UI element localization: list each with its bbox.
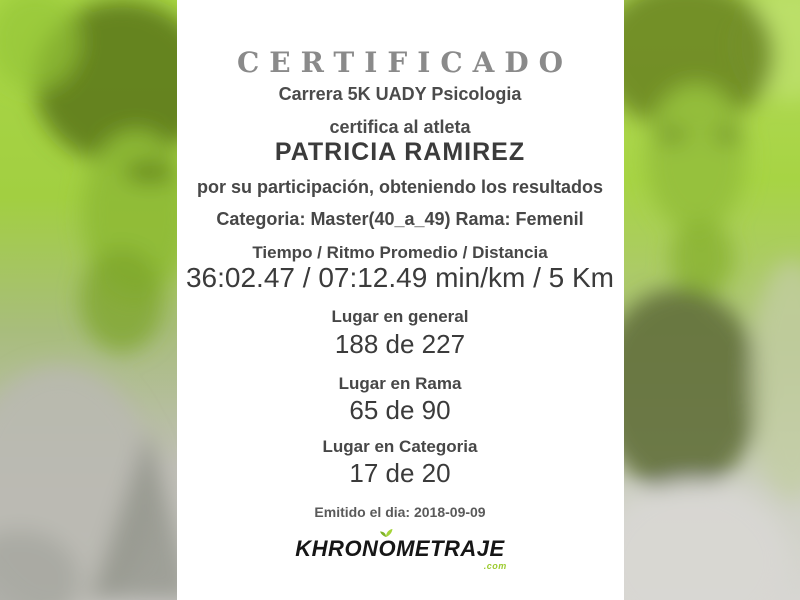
overall-place-label: Lugar en general [331,307,469,326]
logo-text-prefix: KHRON [295,536,379,561]
issue-date-line: Emitido el dia: 2018-09-09 [314,504,486,520]
certificate-title: CERTIFICADO [237,46,573,79]
athlete-name: PATRICIA RAMIREZ [274,138,526,166]
category-place-value: 17 de 20 [349,458,451,488]
results-header: Tiempo / Ritmo Promedio / Distancia [252,243,548,262]
event-name: Carrera 5K UADY Psicologia [278,84,522,104]
logo-text-suffix: METRAJE [396,536,505,561]
logo-wordmark [295,536,507,571]
overall-place-value: 188 de 227 [334,329,466,359]
khronometraje-logo [0,536,800,571]
logo-o-glyph: O [378,536,397,561]
category-branch-line: Categoria: Master(40_a_49) Rama: Femenil [216,209,584,229]
logo-domain: .com [483,561,507,571]
branch-place-label: Lugar en Rama [338,374,462,393]
branch-place-value: 65 de 90 [349,395,451,425]
certifies-label: certifica al atleta [329,117,471,137]
category-place-label: Lugar en Categoria [322,437,478,456]
participation-line: por su participación, obteniendo los resultados [196,177,604,197]
logo-letter-o [378,536,396,562]
results-values: 36:02.47 / 07:12.49 min/km / 5 Km [185,262,614,293]
sprout-icon [379,528,393,537]
